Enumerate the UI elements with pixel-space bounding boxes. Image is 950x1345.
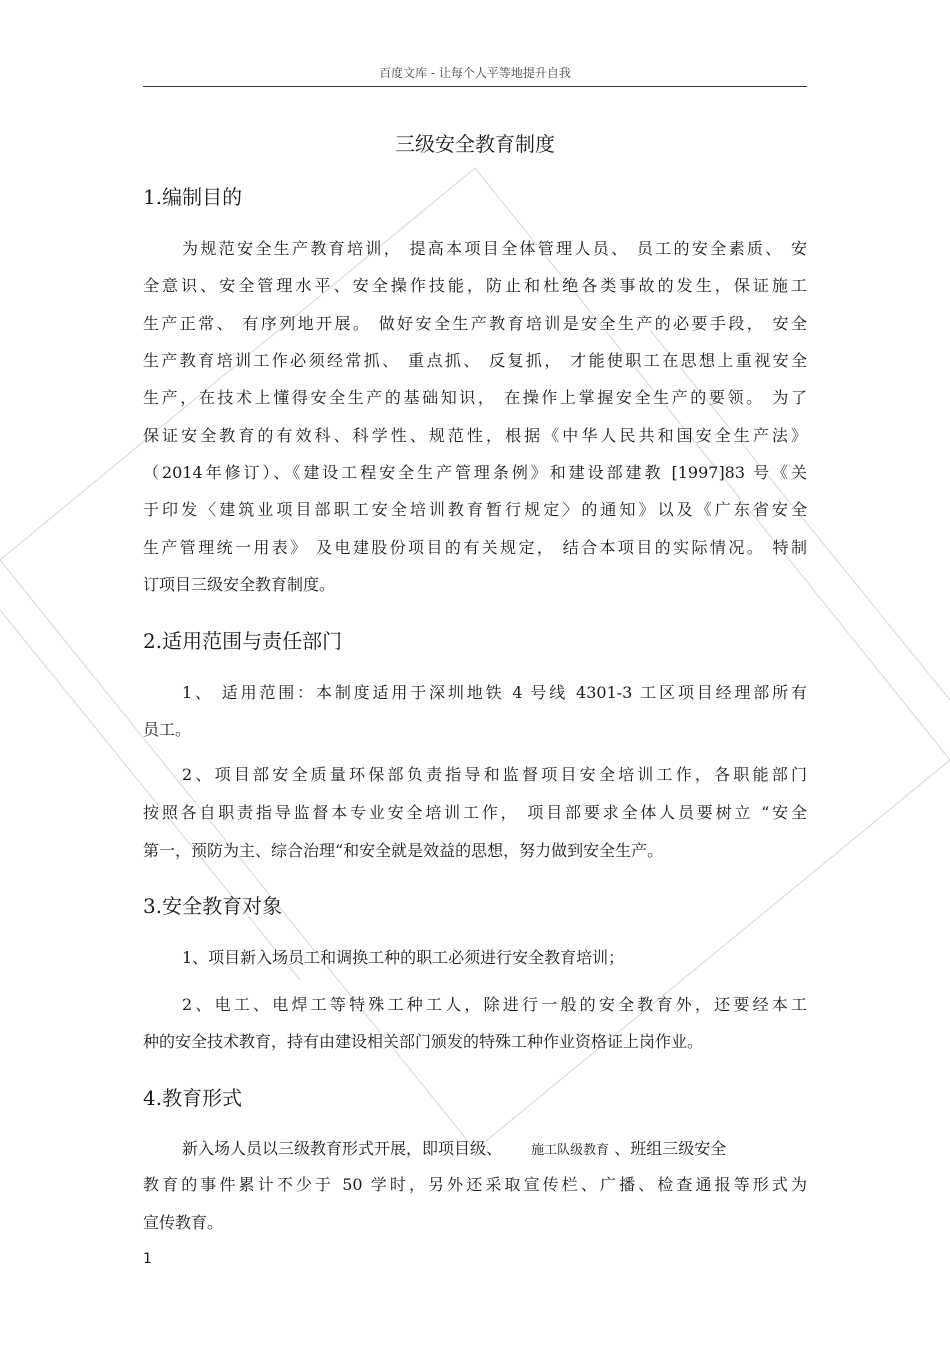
text-line: 按照各自职责指导监督本专业安全培训工作， 项目部要求全体人员要树立 “安全: [143, 803, 807, 822]
text-line: 1、项目新入场员工和调换工种的职工必须进行安全教育培训；: [182, 948, 625, 967]
text-line: 保证安全教育的有效科、科学性、规范性，根据《中华人民共和国安全生产法》: [143, 426, 807, 445]
page-header: 百度文库 - 让每个人平等地提升自我: [143, 64, 807, 87]
text-line: 为规范安全生产教育培训， 提高本项目全体管理人员、 员工的安全素质、 安: [182, 239, 807, 258]
text-span: 、班组三级安全: [614, 1139, 727, 1158]
text-line: [182, 1136, 807, 1159]
text-line: 订项目三级安全教育制度。: [143, 575, 336, 594]
text-line: 种的安全技术教育，持有由建设相关部门颁发的特殊工种作业资格证上岗作业。: [143, 1032, 704, 1051]
text-line: 2、项目部安全质量环保部负责指导和监督项目安全培训工作，各职能部门: [182, 765, 807, 784]
section-heading: 1.编制目的: [143, 185, 243, 209]
text-line: 全意识、安全管理水平、安全操作技能，防止和杜绝各类事故的发生，保证施工: [143, 276, 807, 295]
section-heading: 4.教育形式: [143, 1086, 243, 1110]
text-line: 生产正常、 有序列地开展。 做好安全生产教育培训是安全生产的必要手段， 安全: [143, 314, 807, 333]
text-line: 员工。: [143, 720, 192, 739]
inline-small-text: 施工队级教育: [531, 1143, 610, 1158]
text-line: 2、电工、电焊工等特殊工种工人，除进行一般的安全教育外，还要经本工: [182, 995, 807, 1014]
text-span: 新入场人员以三级教育形式开展，即项目级、: [182, 1139, 503, 1158]
text-line: 生产管理统一用表》 及电建股份项目的有关规定， 结合本项目的实际情况。 特制: [143, 538, 807, 557]
text-line: 生产，在技术上懂得安全生产的基础知识， 在操作上掌握安全生产的要领。 为了: [143, 388, 807, 407]
page-number: 1: [143, 1251, 152, 1267]
text-line: 第一，预防为主、综合治理“和安全就是效益的思想，努力做到安全生产。: [143, 841, 664, 860]
text-line: 宣传教育。: [143, 1213, 224, 1232]
text-line: 教育的事件累计不少于 50 学时，另外还采取宣传栏、广播、检查通报等形式为: [143, 1175, 807, 1194]
section-heading: 2.适用范围与责任部门: [143, 629, 343, 653]
text-line: （2014年修订）、《建设工程安全生产管理条例》和建设部建教 [1997]83 号《关: [143, 463, 807, 482]
text-line: 生产教育培训工作必须经常抓、 重点抓、 反复抓， 才能使职工在思想上重视安全: [143, 351, 807, 370]
text-line: 于印发〈建筑业项目部职工安全培训教育暂行规定〉的通知》以及《广东省安全: [143, 500, 807, 519]
section-heading: 3.安全教育对象: [143, 894, 283, 918]
text-line: 1、 适用范围：本制度适用于深圳地铁 4 号线 4301-3 工区项目经理部所有: [182, 683, 807, 702]
document-title: 三级安全教育制度: [395, 132, 555, 156]
